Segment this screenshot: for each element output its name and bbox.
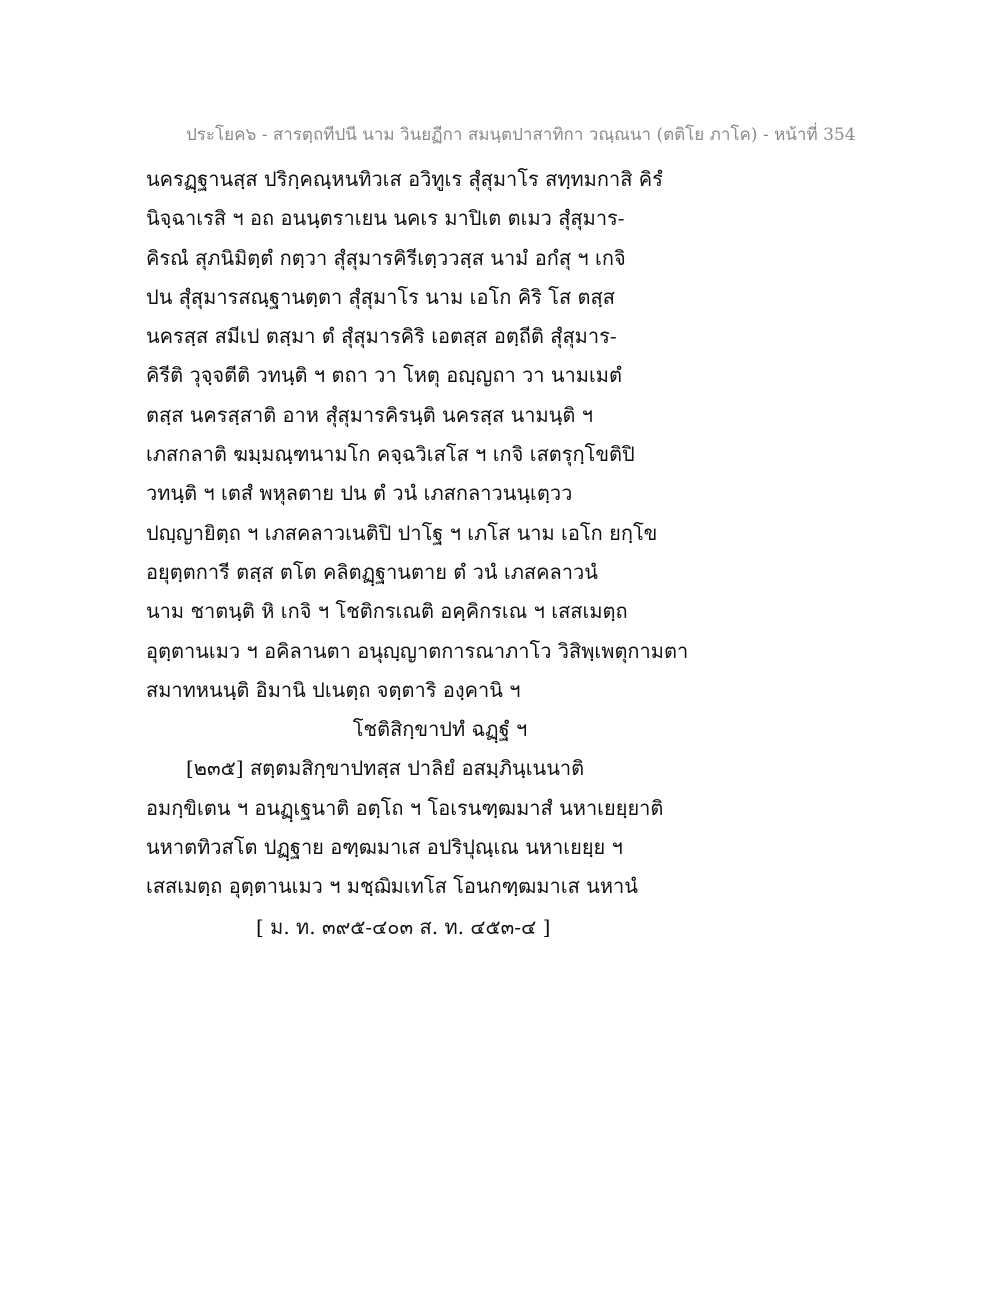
text-line: ปน สุํสุมารสณฺฐานตฺตา สุํสุมาโร นาม เอโก คิริ โส ตสฺส bbox=[146, 284, 615, 309]
text-line: เภสกลาติ ฆมฺมณฺฑนามโก คจฺฉวิเสโส ฯ เกจิ เสตรุกฺโขติปิ bbox=[146, 442, 635, 467]
text-line: นาม ชาตนฺติ หิ เกจิ ฯ โชติกรเณติ อคฺคิกรเณ ฯ เสสเมตฺถ bbox=[146, 599, 628, 624]
text-line: อุตฺตานเมว ฯ อคิลานตา อนุญฺญาตการณาภาโว วิสิพฺเพตุกามตา bbox=[146, 638, 689, 663]
text-line: สมาทหนนฺติ อิมานิ ปเนตฺถ จตฺตาริ องฺคานิ ฯ bbox=[146, 677, 521, 702]
text-line: ตสฺส นครสฺสาติ อาห สุํสุมารคิรนฺติ นครสฺส นามนฺติ ฯ bbox=[146, 402, 593, 427]
text-line: วทนฺติ ฯ เตสํ พหุลตาย ปน ตํ วนํ เภสกลาวนนฺเตฺวว bbox=[146, 481, 573, 506]
text-line: [๒๓๕] สตฺตมสิกฺขาปทสฺส ปาลิยํ อสมฺภินฺเนนาติ bbox=[186, 756, 585, 781]
text-line: นครสฺส สมีเป ตสฺมา ตํ สุํสุมารคิริ เอตสฺส อตฺถีติ สุํสุมาร- bbox=[146, 324, 617, 349]
text-line: คิรีติ วุจฺจตีติ วทนฺติ ฯ ตถา วา โหตุ อญฺญถา วา นามเมตํ bbox=[146, 363, 622, 388]
text-line: นหาตทิวสโต ปฏฺฐาย อฑฺฒมาเส อปริปุณฺเณ นหาเยยฺย ฯ bbox=[146, 835, 623, 860]
text-line: อยุตฺตการี ตสฺส ตโต คลิตฏฺฐานตาย ตํ วนํ เภสคลาวนํ bbox=[146, 559, 598, 584]
body-text bbox=[146, 160, 706, 907]
text-line: ปญฺญายิตฺถ ฯ เภสคลาวเนติปิ ปาโฐ ฯ เภโส นาม เอโก ยกฺโข bbox=[146, 520, 658, 545]
page-header: ประโยค๖ - สารตฺถทีปนี นาม วินยฏีกา สมนฺตปาสาทิกา วณฺณนา (ตติโย ภาโค) - หน้าที่ 354 bbox=[186, 125, 856, 145]
text-line: อมกฺขิเตน ฯ อนฏฺเฐนาติ อตฺโถ ฯ โอเรนฑฺฒมาสํ นหาเยยฺยาติ bbox=[146, 795, 664, 820]
text-line: คิรณํ สุภนิมิตฺตํ กตฺวา สุํสุมารคิรีเตฺววสฺส นามํ อกํสุ ฯ เกจิ bbox=[146, 245, 626, 270]
text-line: นครฏฺฐานสฺส ปริกฺคณฺหนทิวเส อวิทูเร สุํสุมาโร สทฺทมกาสิ คิรํ bbox=[146, 167, 663, 191]
text-line: เสสเมตฺถ อุตฺตานเมว ฯ มชฺฌิมเทโส โอนกฑฺฒมาเส นหานํ bbox=[146, 874, 638, 899]
text-line: นิจฺฉาเรสิ ฯ อถ อนนฺตราเยน นคเร มาปิเต ตเมว สุํสุมาร- bbox=[146, 206, 625, 231]
section-title: โชติสิกฺขาปทํ ฉฏฺฐํ ฯ bbox=[352, 717, 528, 742]
reference-citation: [ ม. ท. ๓๙๕-๔๐๓ ส. ท. ๔๕๓-๔ ] bbox=[256, 915, 551, 939]
